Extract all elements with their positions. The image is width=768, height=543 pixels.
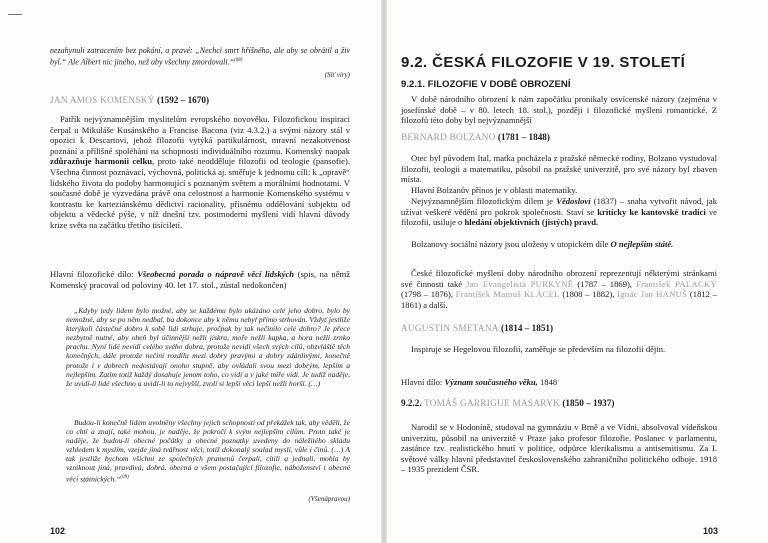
chapter-title: 9.2. ČESKÁ FILOZOFIE V 19. STOLETÍ <box>401 54 686 71</box>
page-number-right: 103 <box>703 526 719 536</box>
top-quote-source: (Síť víry) <box>324 71 350 79</box>
smetana-paragraph: Inspiruje se Hegelovou filozofií, zaměřuje se především na filozofii dějin. <box>411 344 666 354</box>
bolzano-heading: BERNARD BOLZANO (1781 – 1848) <box>401 132 550 142</box>
komensky-work: Hlavní filozofické dílo: Všeobecná porada o nápravě věcí lidských (spis, na němž Komenský pracoval od poloviny 40. let 17. stol., zůstal nedokončen) <box>50 269 351 290</box>
komensky-paragraph: Patřík nejvýznamnějším myslitelům evropského novověku. Filozofickou inspiraci čerpal u Mikuláše Kusánského a Francise Bacona (viz 4.3.2.) a svými názory stál v opozici k Descartovi, jehož filozofii vytýká partikulárnost, mravní nezakotvenost poznání a přílišné spoléhání na schopnosti individuálního rozumu. Komenský naopak zdůrazňuje harmonii celku, proto také neodděluje filozofii od teologie (pansofie). Všechna činnost poznávací, výchovná, politická aj. směřuje k jednomu cíli: k „opravě“ lidského života do podoby harmonující s poznaným světem a morálními hodnotami. V současné době je vyzvedána právě ona celostnost a harmonie Komenského systému v kontrastu ke karteziánskému dědictví racionality, přísnému oddělování subjektu od objektu a vědecké pýše, v níž dnešní tzv. postmoderní myšlení vidí hlavní důvody krize světa na začátku třetího tisíciletí. <box>50 114 350 230</box>
masaryk-heading: 9.2.2. TOMÁŠ GARRIGUE MASARYK (1850 – 1937) <box>401 398 615 408</box>
right-page <box>387 0 768 543</box>
komensky-quote: „Kdyby tedy lidem bylo možné, aby se každému bylo ukázáno celé jeho dobro, bylo by nemožné, aby se po něm nedbal, ba dokonce aby k němu nebyl přímo strhován. Vždyť jestliže kterýkoli částečné dobro k sobě lidi strhuje, pročpak by tak nečinilo celé dobro? Je přece nezbytně nutné, aby oheň byl účinnější nežli jiskra, moře nežli kapka, a hora nežli zrnko prachu. Nyní lidé nevidí celého svého dobra, protože nevidí všech svých cílů, obzvláště těch konečných, dále protože nečiní rozdílu mezi dobry pravými a dobry zdánlivými, konečně protože i v dobrech nedostávají onoho stupně, aby ovládali svou mezi dobrým, lepším a nejlepším. Zatím totiž každý dosahuje jenom toho, co vidí a v jaké míře vidí. Je tudíž naděje, že uvidí-li lidé všechno a uvidí-li to nejvyšší, zvolí si lepší věci lepší nežli horší. (…) <box>66 306 350 388</box>
corner-mark <box>8 14 22 15</box>
bolzano-paragraph-4: Bolzanovy sociální názory jsou uloženy v utopickém díle O nejlepším státě. <box>411 239 674 249</box>
top-quote: nezahynuli zatracením bez pokání, a pravé: „Nechci smrt hříšného, ale aby se obrátil a živ byl.“ Ale Albert nic jiného, než aby všechny zmordovali.“$^{(08)}$ <box>50 46 350 67</box>
section-title-obrozeni: 9.2.1. FILOZOFIE V DOBĚ OBROZENÍ <box>401 79 571 90</box>
komensky-heading: JAN AMOS KOMENSKÝ (1592 – 1670) <box>50 95 210 105</box>
bolzano-paragraph-2: Hlavní Bolzanův přínos je v oblasti matematiky. <box>411 185 578 195</box>
page-number-left: 102 <box>50 526 66 536</box>
quote-source: (Všenápravou) <box>308 495 350 503</box>
left-page <box>0 0 381 543</box>
smetana-heading: AUGUSTIN SMETANA (1814 – 1851) <box>401 323 554 333</box>
bolzano-paragraph-3: Nejvýznamnějším filozofickým dílem je Vědosloví (1837) – snaha vytvořit návod, jak užívat veškeré vědění pro pokrok společnosti. Staví se kriticky ke kantovské tradici ve filozofii, usiluje o hledání objektivních (jistých) pravd. <box>401 196 718 228</box>
smetana-work: Hlavní dílo: Význam současného věku, 1848 <box>401 377 558 387</box>
obrozeni-paragraph: V době národního obrození k nám započátku pronikaly osvícenské názory (zejména v josefínské době – v 80. letech 18. stol.), později i filozofické myšlení romantické. Z filozofů této doby byl nejvýznamnější <box>401 94 717 126</box>
revival-paragraph: České filozofické myšlení doby národního obrození reprezentují některými stránkami své činnosti také Jan Evangelista PURKYNĚ (1787 – 1869), František PALACKÝ (1798 – 1876), František Matouš KLÁCEL (1808 – 1882), Ignác Jan HANUŠ (1812 – 1861) a další. <box>401 268 718 310</box>
masaryk-paragraph: Narodil se v Hodoníně, studoval na gymnáziu v Brně a ve Vídni, absolvoval vídeňskou univerzitu, působil na univerzitě v Praze jako profesor filozofie. Poslanec v parlamentu, zastánce tzv. realistického hnutí v politice, odpůrce klerikalismu a antisemitismu. Za I. světové války hlavní představitel československého zahraničního politického odboje. 1918 – 1935 prezident ČSR. <box>401 422 717 475</box>
bolzano-paragraph-1: Otec byl původem Ital, matka pocházela z pražské německé rodiny, Bolzano vystudoval filozofii, teologii a matematiku, působil na pražské univerzitě, pro své názory byl zbaven místa. <box>401 153 717 185</box>
komensky-quote-continued: Budou-li konečně lidem uvolněny všechny jejich schopnosti od překážek tak, aby věděli, že co chtí a znají, také mohou, je naděje, že pokročí k svým nejlepším cílům. Proto také je naděje, že budou-li obecné počátky a obecné poznatky uvedeny do náležitého skladu vzhledem k myslím, vzejde jiná tvářnost věci, totiž dokonalý soulad myslí, vůle i činů. (…) A tak jestliže bychom všichni ze společných pramenů čerpali, cítili a jednali, mohla by vzniknout jiná, pravdivá, dobrá, obecná a všem postačující filozofie, náboženství i obecné věci státnických.“$^{(09)}$ <box>66 418 350 484</box>
